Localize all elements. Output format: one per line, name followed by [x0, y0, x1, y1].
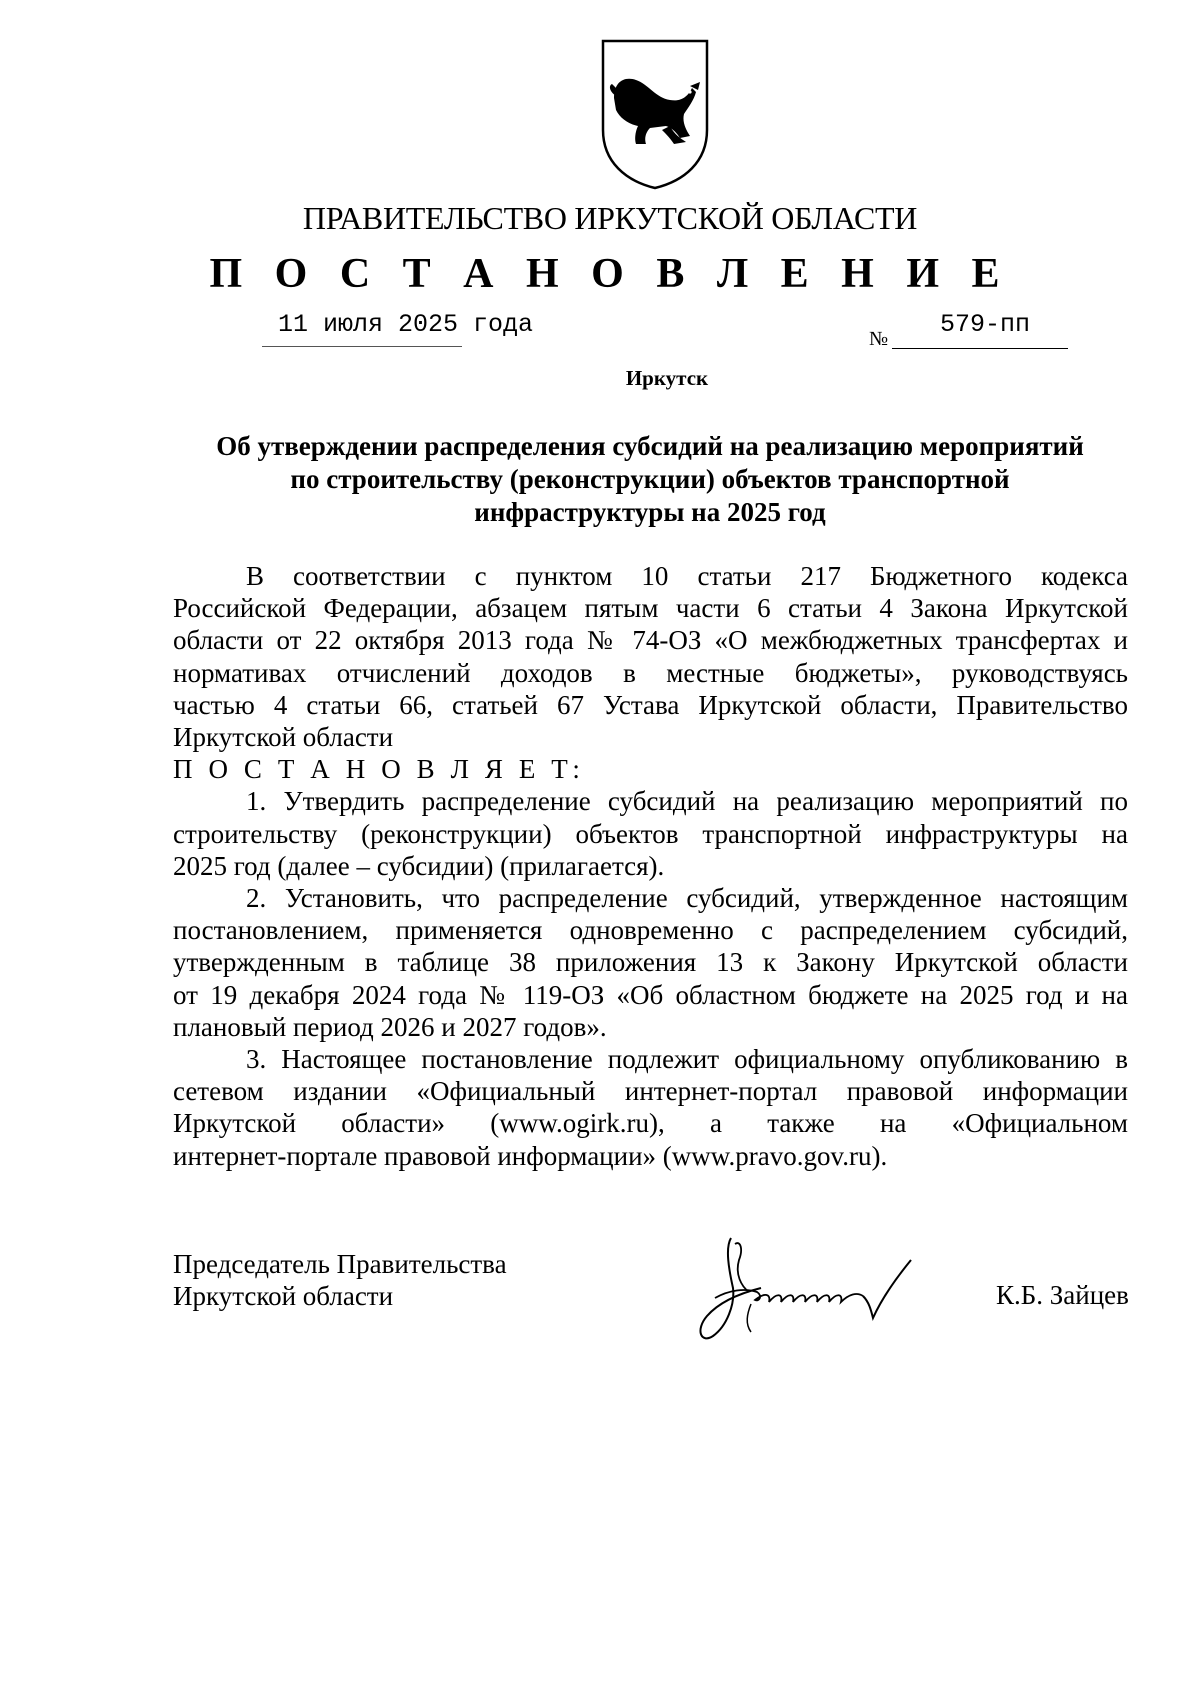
item-2-line: от 19 декабря 2024 года № 119-ОЗ «Об областном бюджете на 2025 год и на [173, 979, 1128, 1010]
coat-of-arms-icon [600, 38, 710, 190]
preamble-line: нормативах отчислений доходов в местные бюджеты», руководствуясь [173, 657, 1128, 688]
title-line: инфраструктуры на 2025 год [474, 497, 826, 527]
number-underline [892, 348, 1068, 349]
item-3-line: интернет-портале правовой информации» (www.pravo.gov.ru). [173, 1140, 888, 1171]
item-2-line: утвержденным в таблице 38 приложения 13 к Закону Иркутской области [173, 947, 1128, 978]
preamble-line: Иркутской области [173, 722, 394, 753]
title-line: Об утверждении распределения субсидий на реализацию мероприятий [216, 431, 1084, 461]
decree-word: П О С Т А Н О В Л Я Е Т: [173, 754, 585, 785]
item-3-line: Иркутской области» (www.ogirk.ru), а также на «Официальном [173, 1108, 1128, 1139]
item-3-line: сетевом издании «Официальный интернет-портал правовой информации [173, 1076, 1128, 1107]
signer-position-line: Председатель Правительства [173, 1249, 507, 1279]
item-1-line: 2025 год (далее – субсидии) (прилагается). [173, 850, 665, 881]
preamble-line: Российской Федерации, абзацем пятым части 6 статьи 4 Закона Иркутской [173, 593, 1128, 624]
title-line: по строительству (реконструкции) объектов транспортной [290, 464, 1010, 494]
document-number: 579-пп [940, 310, 1031, 339]
item-3-line: 3. Настоящее постановление подлежит официальному опубликованию в [246, 1044, 1128, 1075]
preamble-line: области от 22 октября 2013 года № 74-ОЗ «О межбюджетных трансфертах и [173, 625, 1128, 656]
item-2-line: плановый период 2026 и 2027 годов». [173, 1011, 607, 1042]
document-city: Иркутск [625, 366, 709, 390]
number-sign: № [869, 328, 889, 350]
item-1-line: строительству (реконструкции) объектов транспортной инфраструктуры на [173, 818, 1128, 849]
preamble-line: В соответствии с пунктом 10 статьи 217 Бюджетного кодекса [246, 561, 1128, 591]
signer-name: К.Б. Зайцев [996, 1280, 1129, 1310]
document-date: 11 июля 2025 года [278, 310, 534, 339]
document-body [173, 560, 1128, 1172]
handwritten-signature [685, 1230, 925, 1365]
signer-position [173, 1248, 507, 1312]
item-2-line: постановлением, применяется одновременно с распределением субсидий, [173, 915, 1128, 946]
preamble-line: частью 4 статьи 66, статьей 67 Устава Иркутской области, Правительство [173, 689, 1128, 720]
signer-position-line: Иркутской области [173, 1281, 394, 1311]
item-1-line: 1. Утвердить распределение субсидий на реализацию мероприятий по [246, 786, 1128, 817]
document-title [160, 430, 1140, 529]
item-2-line: 2. Установить, что распределение субсидий, утвержденное настоящим [246, 883, 1128, 914]
document-type: П О С Т А Н О В Л Е Н И Е [209, 251, 1011, 297]
authority-name: ПРАВИТЕЛЬСТВО ИРКУТСКОЙ ОБЛАСТИ [302, 200, 918, 236]
date-underline [262, 346, 462, 347]
